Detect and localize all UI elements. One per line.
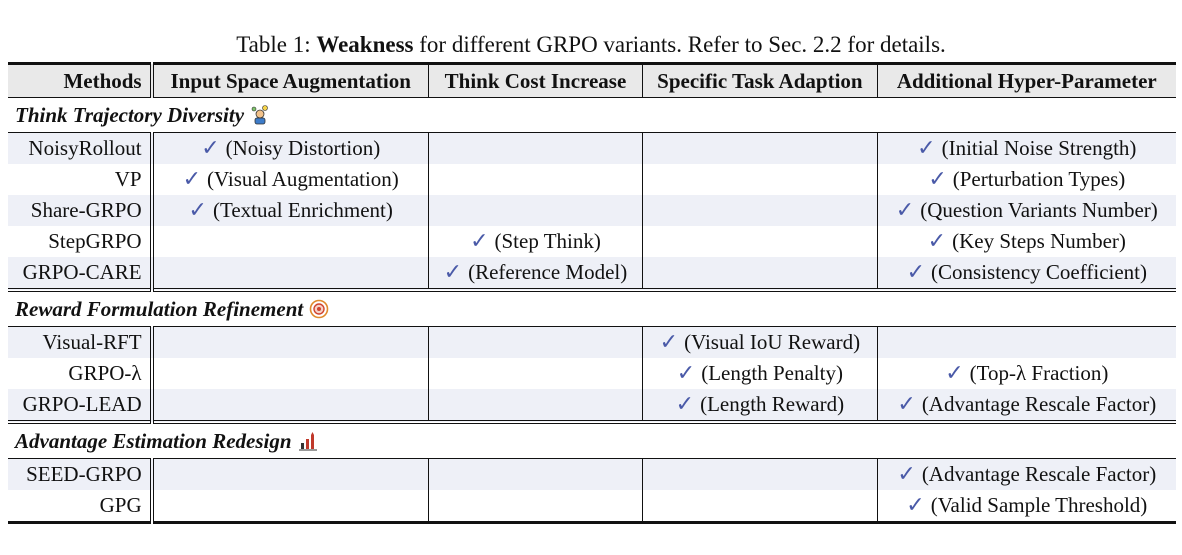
checkmark-icon: ✓	[675, 392, 695, 417]
table-row	[8, 257, 1176, 290]
method-name: NoisyRollout	[8, 133, 152, 165]
cell-text: (Valid Sample Threshold)	[930, 493, 1148, 517]
header-specific-task-adaption: Specific Task Adaption	[643, 64, 877, 98]
table-row	[8, 358, 1176, 389]
checkmark-icon: ✓	[906, 260, 926, 285]
cell-text: (Key Steps Number)	[952, 229, 1126, 253]
target-refresh-icon	[309, 295, 329, 315]
table-cell	[428, 133, 642, 165]
thinking-person-icon	[250, 101, 270, 121]
table-cell	[152, 257, 429, 290]
method-name: VP	[8, 164, 152, 195]
table-cell	[877, 133, 1176, 165]
cell-text: (Reference Model)	[468, 260, 628, 284]
table-cell	[152, 490, 429, 523]
table-cell	[152, 164, 429, 195]
cell-text: (Visual IoU Reward)	[684, 330, 861, 354]
table-cell	[643, 195, 877, 226]
checkmark-icon: ✓	[895, 198, 915, 223]
table-row	[8, 164, 1176, 195]
method-name: Visual-RFT	[8, 327, 152, 359]
cell-text: (Perturbation Types)	[952, 167, 1126, 191]
checkmark-icon: ✓	[917, 136, 936, 161]
checkmark-icon: ✓	[676, 361, 696, 386]
method-name: GRPO-CARE	[8, 257, 152, 290]
table-cell	[428, 195, 642, 226]
table-row	[8, 226, 1176, 257]
table-cell	[877, 327, 1176, 359]
section-header	[8, 290, 1176, 327]
table-cell	[877, 358, 1176, 389]
section-title: Advantage Estimation Redesign	[15, 429, 292, 453]
method-name: GRPO-LEAD	[8, 389, 152, 422]
table-cell	[877, 164, 1176, 195]
cell-text: (Length Penalty)	[701, 361, 843, 385]
table-cell	[643, 490, 877, 523]
table-cell	[877, 226, 1176, 257]
table-cell	[152, 133, 429, 165]
table-cell	[152, 226, 429, 257]
header-additional-hyper-parameter: Additional Hyper-Parameter	[896, 69, 1157, 93]
table-cell	[152, 358, 429, 389]
table-cell	[877, 195, 1176, 226]
header-think-cost-increase: Think Cost Increase	[428, 64, 642, 98]
caption-suffix: for different GRPO variants. Refer to Sec. 2.2 for details.	[413, 32, 946, 57]
header-input-space-augmentation: Input Space Augmentation	[152, 64, 429, 98]
checkmark-icon: ✓	[927, 229, 947, 254]
checkmark-icon: ✓	[188, 198, 207, 223]
table-row	[8, 133, 1176, 165]
table-cell	[152, 195, 429, 226]
checkmark-icon: ✓	[470, 229, 489, 254]
table-cell	[643, 133, 877, 165]
cell-text: (Top-λ Fraction)	[969, 361, 1109, 385]
table-cell	[428, 257, 642, 290]
caption-prefix: Table 1:	[236, 32, 317, 57]
section-title: Think Trajectory Diversity	[15, 103, 245, 127]
table-cell	[428, 164, 642, 195]
table-cell	[428, 327, 642, 359]
cell-text: (Initial Noise Strength)	[941, 136, 1137, 160]
header-methods: Methods	[8, 64, 152, 98]
checkmark-icon: ✓	[897, 462, 916, 487]
table-caption	[0, 30, 1182, 60]
cell-text: (Consistency Coefficient)	[931, 260, 1147, 284]
table-row	[8, 327, 1176, 359]
cell-text: (Step Think)	[494, 229, 601, 253]
header-row	[8, 64, 1176, 98]
table-cell	[428, 226, 642, 257]
table-row	[8, 389, 1176, 422]
checkmark-icon: ✓	[897, 392, 916, 417]
table-row	[8, 459, 1176, 491]
checkmark-icon: ✓	[928, 167, 947, 192]
cell-text: (Noisy Distortion)	[225, 136, 381, 160]
table-cell	[643, 459, 877, 491]
checkmark-icon: ✓	[443, 260, 463, 285]
table-cell	[877, 389, 1176, 422]
table-cell	[877, 490, 1176, 523]
cell-text: (Advantage Rescale Factor)	[921, 462, 1157, 486]
table-cell	[152, 327, 429, 359]
section-header	[8, 98, 1176, 133]
method-name: SEED-GRPO	[8, 459, 152, 491]
checkmark-icon: ✓	[945, 361, 964, 386]
checkmark-icon: ✓	[906, 493, 925, 518]
method-name: Share-GRPO	[8, 195, 152, 226]
table-cell	[428, 389, 642, 422]
table-row	[8, 195, 1176, 226]
cell-text: (Visual Augmentation)	[207, 167, 399, 191]
cell-text: (Textual Enrichment)	[212, 198, 393, 222]
table-cell	[643, 358, 877, 389]
table-cell	[643, 226, 877, 257]
cell-text: (Advantage Rescale Factor)	[921, 392, 1157, 416]
section-title: Reward Formulation Refinement	[15, 297, 304, 321]
cell-text: (Length Reward)	[700, 392, 845, 416]
advantage-chart-icon	[298, 427, 318, 447]
table-cell	[428, 358, 642, 389]
table-cell	[428, 459, 642, 491]
caption-bold: Weakness	[316, 32, 414, 57]
table-cell	[877, 459, 1176, 491]
method-name: StepGRPO	[8, 226, 152, 257]
table-row	[8, 490, 1176, 523]
section-header	[8, 422, 1176, 459]
table-cell	[152, 389, 429, 422]
table-cell	[643, 327, 877, 359]
checkmark-icon: ✓	[201, 136, 220, 161]
table-cell	[152, 459, 429, 491]
table-cell	[643, 257, 877, 290]
cell-text: (Question Variants Number)	[920, 198, 1158, 222]
weakness-table	[8, 62, 1176, 524]
checkmark-icon: ✓	[659, 330, 679, 355]
method-name: GRPO-λ	[8, 358, 152, 389]
table-cell	[643, 389, 877, 422]
table-cell	[643, 164, 877, 195]
table-cell	[428, 490, 642, 523]
checkmark-icon: ✓	[182, 167, 202, 192]
method-name: GPG	[8, 490, 152, 523]
table-cell	[877, 257, 1176, 290]
